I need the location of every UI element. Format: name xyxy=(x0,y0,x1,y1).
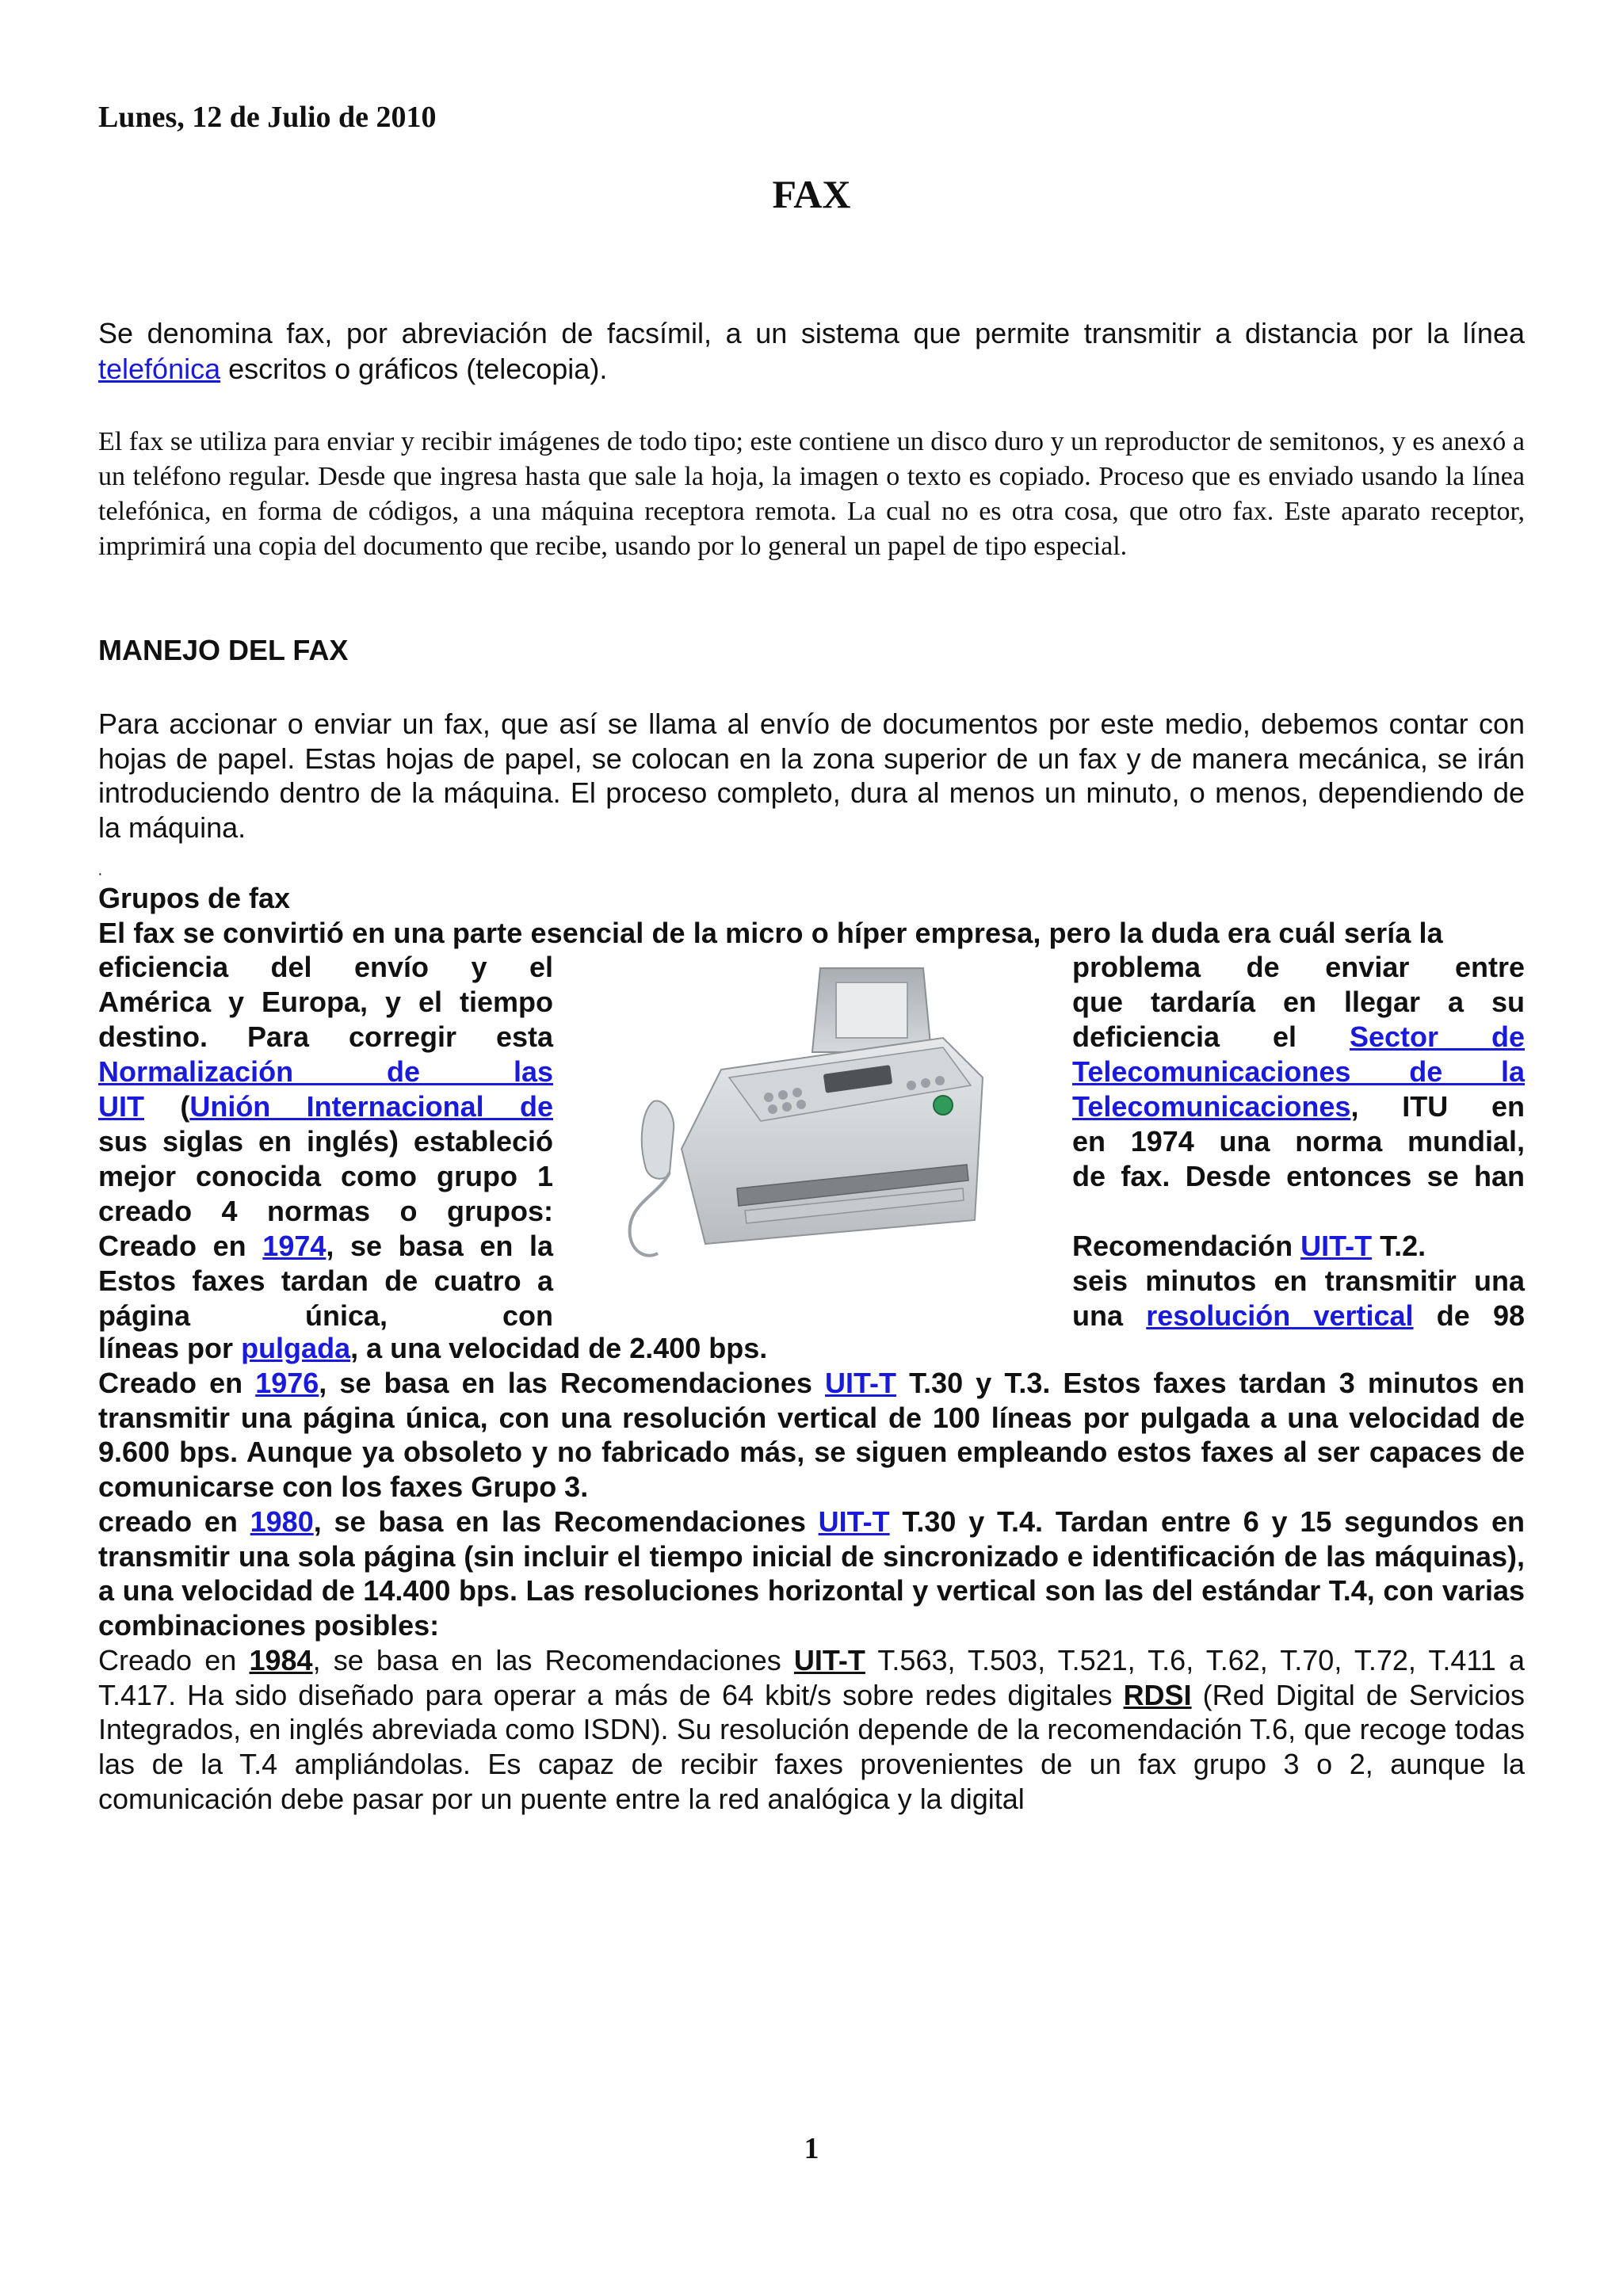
grupos-right-column: problema de enviar entre que tardaría en llegar a su deficiencia el Sector de Telecomunicaciones de la Telecomunicaciones, ITU en en 1974 una norma mundial, de fax. Desde entonces se han Recomendación UIT-T T.2. seis minutos en transmitir una una resolución vertical de 98 xyxy=(1072,951,1525,1332)
document-date: Lunes, 12 de Julio de 2010 xyxy=(98,101,437,134)
grupos-heading: Grupos de fax xyxy=(98,882,291,914)
fax-description-paragraph: El fax se utiliza para enviar y recibir imágenes de todo tipo; este contiene un disco duro y un reproductor de semitonos, y es anexó a un teléfono regular. Desde que ingresa hasta que sale la hoja, la imagen o texto es copiado. Proceso que es enviado usando la línea telefónica, en forma de códigos, a una máquina receptora remota. La cual no es otra cosa, que otro fax. Este aparato receptor, imprimirá una copia del documento que recibe, usando por lo general un papel de tipo especial. xyxy=(98,427,1525,561)
link-uit-t-1984[interactable]: UIT-T xyxy=(793,1644,865,1676)
link-telecomunicaciones[interactable]: Telecomunicaciones xyxy=(1072,1090,1351,1123)
manejo-heading: MANEJO DEL FAX xyxy=(98,634,349,666)
grupo-1976-paragraph: Creado en 1976, se basa en las Recomendaciones UIT-T T.30 y T.3. Estos faxes tardan 3 minutos en transmitir una página única, con una resolución vertical de 100 líneas por pulgada a una velocidad de 9.600 bps. Aunque ya obsoleto y no fabricado más, se siguen empleando estos faxes al ser capaces de comunicarse con los faxes Grupo 3. xyxy=(98,1367,1525,1504)
link-uit-t-1976[interactable]: UIT-T xyxy=(825,1367,897,1399)
stray-mark: · xyxy=(97,865,103,883)
grupos-left-column: eficiencia del envío y el América y Europa, y el tiempo destino. Para corregir esta Normalización de las UIT (Unión Internacional de sus siglas en inglés) estableció mejor conocida como grupo 1 creado 4 normas o grupos: Creado en 1974, se basa en la Estos faxes tardan de cuatro a página única, con xyxy=(98,951,553,1332)
grupos-first-line: El fax se convirtió en una parte esencial de la micro o híper empresa, pero la duda era cuál sería la xyxy=(98,917,1443,949)
grupo-1980-paragraph: creado en 1980, se basa en las Recomendaciones UIT-T T.30 y T.4. Tardan entre 6 y 15 segundos en transmitir una sola página (sin incluir el tiempo inicial de sincronizado e identificación de las máquinas), a una velocidad de 14.400 bps. Las resoluciones horizontal y vertical son las del estándar T.4, con varias combinaciones posibles: xyxy=(98,1505,1525,1642)
link-1984[interactable]: 1984 xyxy=(249,1644,313,1676)
intro-paragraph: Se denomina fax, por abreviación de facsímil, a un sistema que permite transmitir a distancia por la línea telefónica escritos o gráficos (telecopia). xyxy=(98,317,1525,385)
link-1980[interactable]: 1980 xyxy=(250,1505,314,1538)
link-union-internacional[interactable]: Unión Internacional de xyxy=(189,1090,553,1123)
grupos-section xyxy=(98,881,1525,951)
link-uit-t-1980[interactable]: UIT-T xyxy=(818,1505,890,1538)
link-normalizacion[interactable]: Normalización de las xyxy=(98,1055,553,1088)
link-1974[interactable]: 1974 xyxy=(262,1230,327,1262)
link-uit-t-t2[interactable]: UIT-T xyxy=(1300,1230,1373,1262)
link-rdsi[interactable]: RDSI xyxy=(1123,1678,1192,1711)
link-telefonica[interactable]: telefónica xyxy=(98,353,221,385)
link-telecomunicaciones-de-la[interactable]: Telecomunicaciones de la xyxy=(1072,1055,1525,1088)
grupo-1984-paragraph: Creado en 1984, se basa en las Recomendaciones UIT-T T.563, T.503, T.521, T.6, T.62, T.70, T.72, T.411 a T.417. Ha sido diseñado para operar a más de 64 kbit/s sobre redes digitales RDSI (Red Digital de Servicios Integrados, en inglés abreviada como ISDN). Su resolución depende de la recomendación T.6, que recoge todas las de la T.4 ampliándolas. Es capaz de recibir faxes provenientes de un fax grupo 3 o 2, aunque la comunicación debe pasar por un puente entre la red analógica y la digital xyxy=(98,1644,1525,1815)
link-uit[interactable]: UIT xyxy=(98,1090,144,1123)
document-title: FAX xyxy=(772,172,851,216)
link-1976[interactable]: 1976 xyxy=(255,1367,319,1399)
link-pulgada[interactable]: pulgada xyxy=(241,1332,351,1364)
fax-machine-image xyxy=(610,959,1006,1268)
grupos-after-line: líneas por pulgada, a una velocidad de 2.400 bps. xyxy=(98,1332,768,1364)
manejo-paragraph: Para accionar o enviar un fax, que así se llama al envío de documentos por este medio, debemos contar con hojas de papel. Estas hojas de papel, se colocan en la zona superior de un fax y de manera mecánica, se irán introduciendo dentro de la máquina. El proceso completo, dura al menos un minuto, o menos, dependiendo de la máquina. xyxy=(98,707,1525,844)
link-sector[interactable]: Sector de xyxy=(1350,1020,1525,1053)
link-resolucion-vertical[interactable]: resolución vertical xyxy=(1146,1299,1414,1332)
page-number: 1 xyxy=(804,2132,819,2165)
